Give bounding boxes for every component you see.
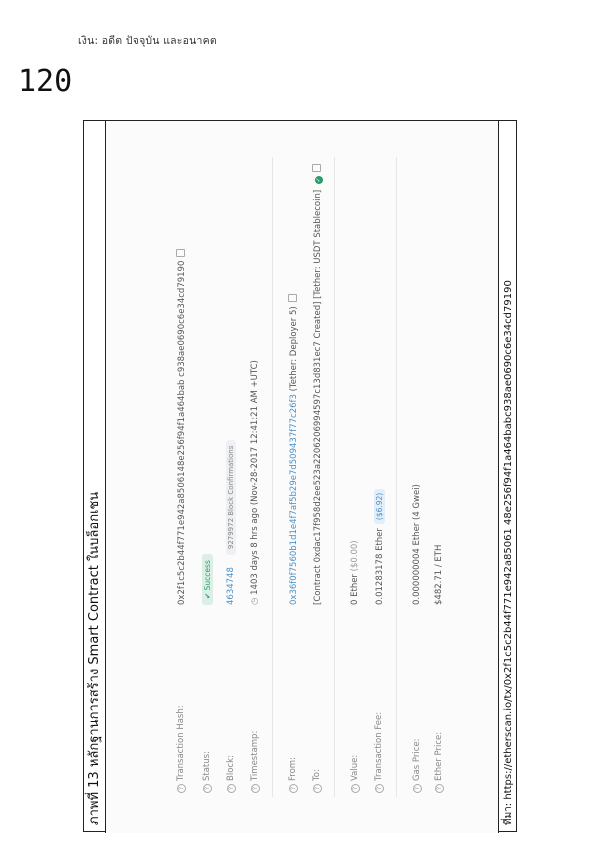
value-amount: 0 Ether: [350, 574, 360, 605]
row-fee: [372, 121, 388, 833]
fee-amount: 0.01283178 Ether: [375, 528, 385, 605]
row-status: [200, 121, 216, 833]
tx-hash-value: 0x2f1c5c2b44f771e942a8506148e256f94f1a464bab c938ae0690c6e34cd79190: [177, 260, 187, 605]
figure-frame: [83, 120, 517, 832]
help-icon: ?: [227, 784, 236, 793]
row-tx-hash: [174, 121, 190, 833]
row-value: [348, 121, 364, 833]
copy-icon[interactable]: [312, 164, 321, 172]
status-value: Success: [203, 560, 212, 591]
rotated-figure: [84, 121, 518, 833]
help-icon: ?: [203, 784, 212, 793]
copy-icon[interactable]: [288, 294, 297, 302]
status-badge: ✔ Success: [202, 554, 213, 605]
running-header: เงิน: อดีต ปัจจุบัน และอนาคต: [78, 35, 217, 47]
help-icon: ?: [435, 784, 444, 793]
timestamp-value: 1403 days 8 hrs ago (Nov-28-2017 12:41:21 AM +UTC): [250, 360, 260, 595]
row-ether-price: [432, 121, 448, 833]
divider: [334, 157, 335, 797]
ether-price-value: $482.71 / ETH: [434, 544, 444, 605]
block-confirmations: 9279972 Block Confirmations: [226, 440, 236, 556]
page-number: 120: [18, 64, 73, 99]
from-label: From:: [288, 757, 298, 781]
status-label: Status:: [202, 751, 212, 781]
value-usd: ($0.00): [350, 540, 360, 572]
fee-usd-badge: ($6.92): [374, 489, 385, 524]
help-icon: ?: [375, 784, 384, 793]
clock-icon: ◷: [250, 594, 260, 605]
help-icon: ?: [289, 784, 298, 793]
verified-check-icon: ✓: [315, 177, 322, 183]
fee-label: Transaction Fee:: [374, 711, 384, 781]
to-note: [Tether: USDT Stablecoin]: [313, 189, 323, 299]
row-from: [286, 121, 302, 833]
tx-hash-label: Transaction Hash:: [176, 705, 186, 781]
from-note: (Tether: Deployer 5): [289, 306, 299, 392]
figure-source: ที่มา: https://etherscan.io/tx/0x2f1c5c2b44f771e942a85061 48e256f94f1a464babc938ae0690c6e34cd79190: [498, 121, 518, 833]
row-block: [224, 121, 240, 833]
row-to: [310, 121, 326, 833]
figure-caption: ภาพที่ 13 หลักฐานการสร้าง Smart Contract ในบล็อกเชน: [84, 121, 106, 833]
divider: [396, 157, 397, 797]
row-timestamp: [248, 121, 264, 833]
copy-icon[interactable]: [176, 249, 185, 257]
help-icon: ?: [251, 784, 260, 793]
help-icon: ?: [351, 784, 360, 793]
ether-price-label: Ether Price:: [434, 731, 444, 781]
block-link[interactable]: 4634748: [226, 567, 236, 605]
etherscan-screenshot: [106, 121, 498, 833]
divider: [272, 157, 273, 797]
from-address-link[interactable]: 0x36f0f7560b1d1e4f7af5b29e7d509437f77c26f3: [289, 394, 299, 605]
value-label: Value:: [350, 754, 360, 781]
help-icon: ?: [413, 784, 422, 793]
gas-price-value: 0.000000004 Ether (4 Gwei): [412, 484, 422, 605]
row-gas-price: [410, 121, 426, 833]
to-contract-link[interactable]: [Contract 0xdac17f958d2ee523a2206206994597c13d831ec7 Created]: [313, 301, 323, 605]
to-label: To:: [312, 769, 322, 781]
timestamp-label: Timestamp:: [250, 730, 260, 781]
help-icon: ?: [177, 784, 186, 793]
block-label: Block:: [226, 755, 236, 781]
help-icon: ?: [313, 784, 322, 793]
gas-price-label: Gas Price:: [412, 738, 422, 781]
